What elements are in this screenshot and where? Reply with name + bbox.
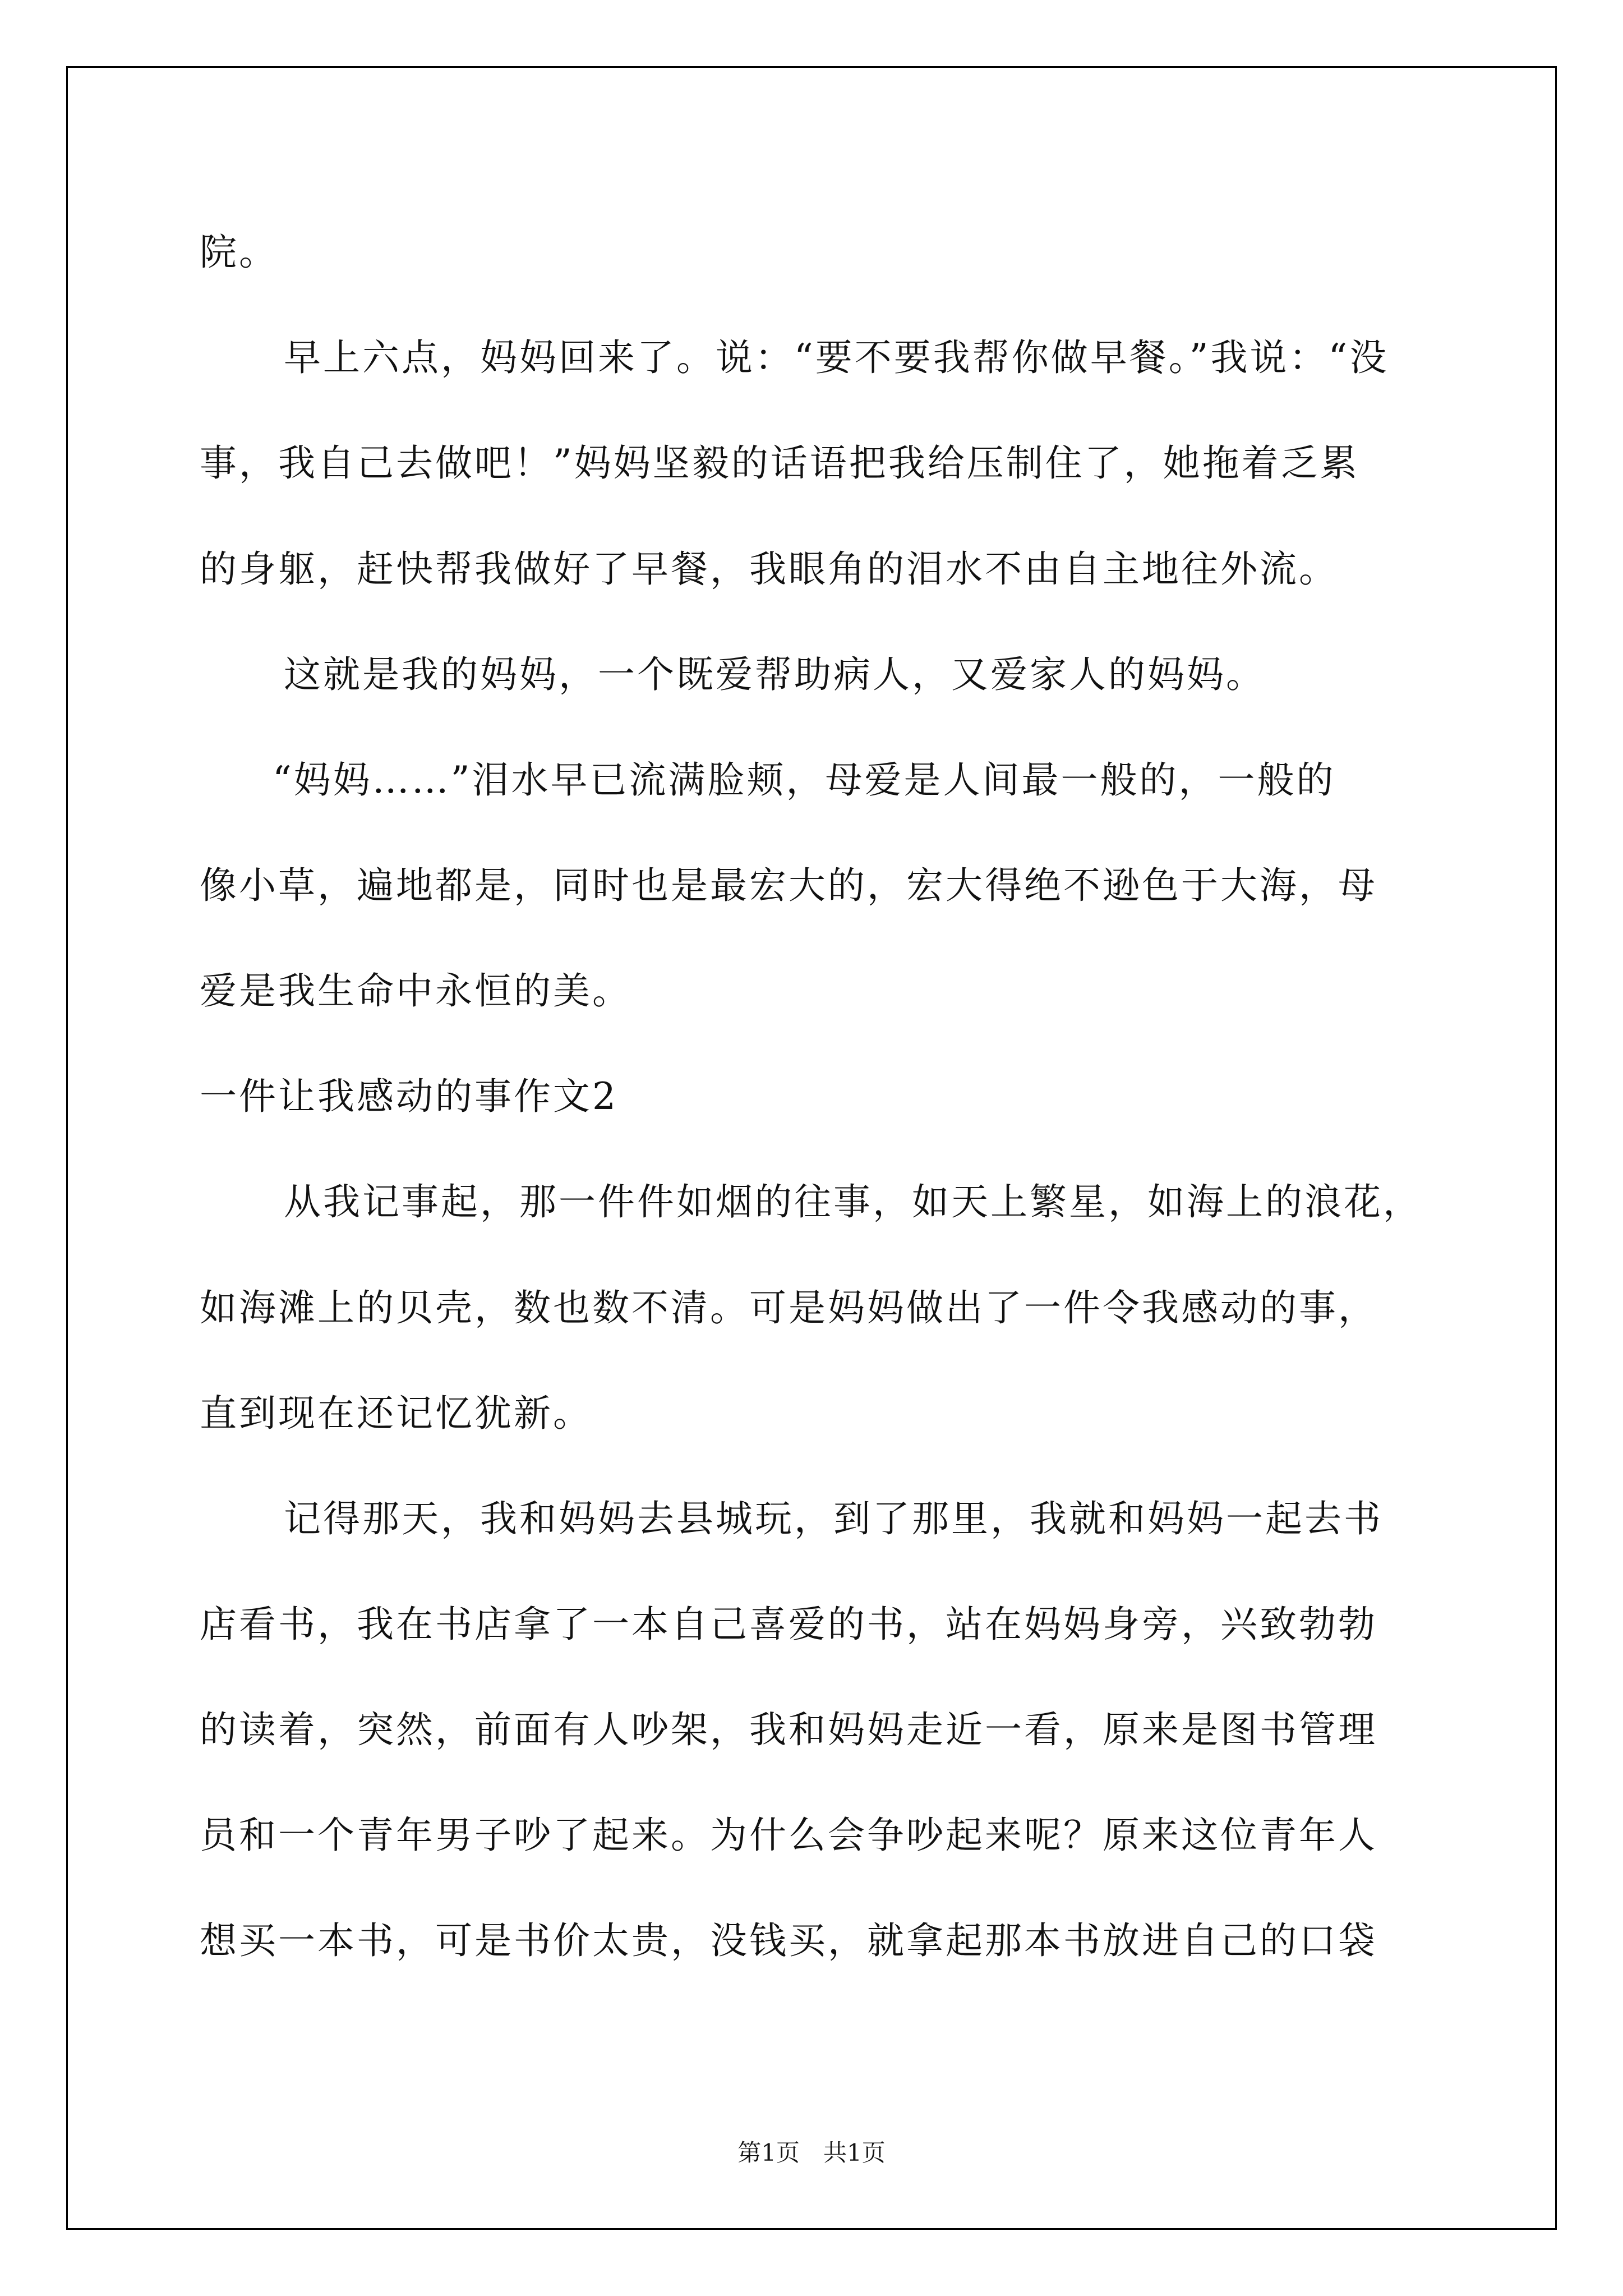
section-heading: 一件让我感动的事作文2 [200,1075,618,1118]
text-line: 如海滩上的贝壳，数也数不清。可是妈妈做出了一件令我感动的事， [200,1286,1377,1329]
text-line: 事，我自己去做吧！”妈妈坚毅的话语把我给压制住了，她拖着乏累 [200,441,1359,485]
text-line: 员和一个青年男子吵了起来。为什么会争吵起来呢？原来这位青年人 [200,1814,1377,1857]
page-border [66,66,1557,2230]
text-line: “妈妈……”泪水早已流满脸颊，母爱是人间最一般的，一般的 [273,758,1336,802]
text-line: 直到现在还记忆犹新。 [200,1392,592,1435]
text-line: 这就是我的妈妈，一个既爱帮助病人，又爱家人的妈妈。 [284,653,1265,696]
text-line: 记得那天，我和妈妈去县城玩，到了那里，我就和妈妈一起去书 [284,1497,1383,1540]
text-line: 爱是我生命中永恒的美。 [200,969,631,1013]
text-line: 早上六点，妈妈回来了。说：“要不要我帮你做早餐。”我说：“没 [284,336,1389,379]
text-line: 想买一本书，可是书价太贵，没钱买，就拿起那本书放进自己的口袋 [200,1919,1377,1962]
text-line: 院。 [200,231,278,274]
text-line: 从我记事起，那一件件如烟的往事，如天上繁星，如海上的浪花， [284,1180,1422,1223]
text-line: 的读着，突然，前面有人吵架，我和妈妈走近一看，原来是图书管理 [200,1708,1377,1751]
text-line: 像小草，遍地都是，同时也是最宏大的，宏大得绝不逊色于大海，母 [200,864,1377,907]
text-line: 店看书，我在书店拿了一本自己喜爱的书，站在妈妈身旁，兴致勃勃 [200,1603,1377,1646]
page-footer: 第1页 共1页 [737,2139,886,2166]
text-line: 的身躯，赶快帮我做好了早餐，我眼角的泪水不由自主地往外流。 [200,547,1338,591]
